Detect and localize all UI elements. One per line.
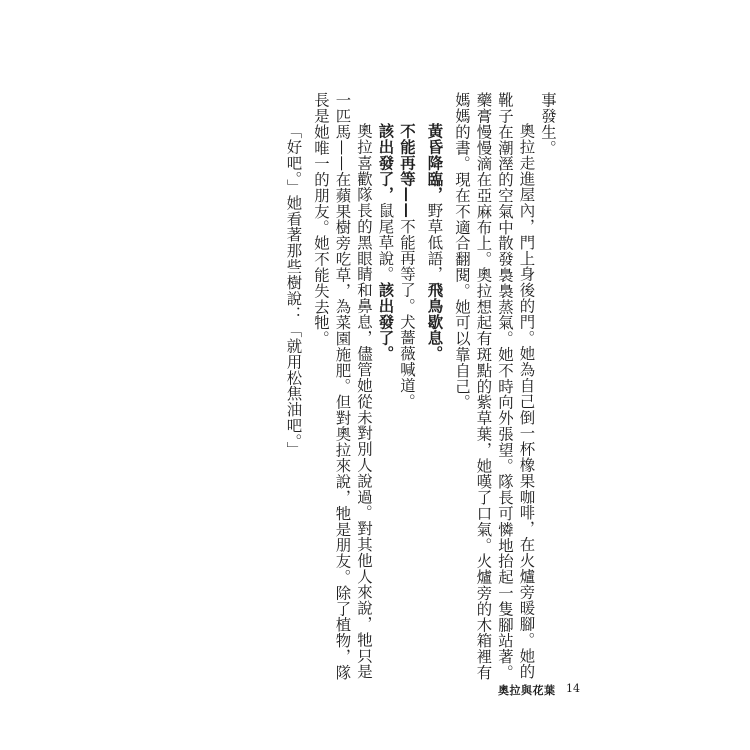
emphasized-text: 黃昏降臨， bbox=[425, 122, 444, 203]
paragraph-7 bbox=[282, 92, 304, 692]
paragraph-5 bbox=[374, 92, 396, 692]
emphasized-text: 不能再等—— bbox=[398, 122, 416, 219]
paragraph-2 bbox=[451, 92, 537, 692]
paragraph-text: 奧拉走進屋內，門上身後的門。她為自己倒一杯橡果咖啡，在火爐旁暖腳。她的靴子在潮溼的空氣中散發裊裊蒸氣。她不時向外張望。隊長可憐地抬起一隻腳站著。藥膏慢慢滴在亞麻布上。奧拉想起有斑點的紫草葉，她嘆了口氣。火爐旁的木箱裡有媽媽的書。現在不適合翻閱。她可以靠自己。 bbox=[453, 92, 536, 681]
page-footer bbox=[0, 682, 750, 702]
paragraph-6 bbox=[310, 92, 375, 692]
paragraph-4 bbox=[396, 92, 418, 692]
paragraph-text: 奧拉喜歡隊長的黑眼睛和鼻息，儘管她從未對別人說過。對其他人來說，牠只是一匹馬——在蘋果樹旁吃草，為菜園施肥。但對奧拉來說，牠是朋友。除了植物，隊長是她唯一的朋友。她不能失去牠。 bbox=[312, 92, 373, 681]
paragraph-text: 「好吧。」她看著那些樹說：「就用松焦油吧。」 bbox=[284, 122, 303, 458]
emphasized-text: 該出發了， bbox=[376, 122, 395, 203]
page-body bbox=[258, 92, 558, 692]
running-title: 奧拉與花葉 bbox=[498, 684, 556, 697]
paragraph-text: 野草低語， bbox=[425, 202, 444, 282]
emphasized-text: 該出發了。 bbox=[376, 281, 395, 362]
paragraph-text: 事發生。 bbox=[539, 92, 557, 156]
paragraph-text: 鼠尾草說。 bbox=[376, 202, 395, 282]
paragraph-text: 不能再等了。犬薔薇喊道。 bbox=[398, 218, 416, 409]
paragraph-3 bbox=[423, 92, 445, 692]
paragraph-1 bbox=[537, 92, 559, 692]
emphasized-text: 飛鳥歇息。 bbox=[425, 281, 444, 362]
page-number: 14 bbox=[566, 682, 580, 695]
